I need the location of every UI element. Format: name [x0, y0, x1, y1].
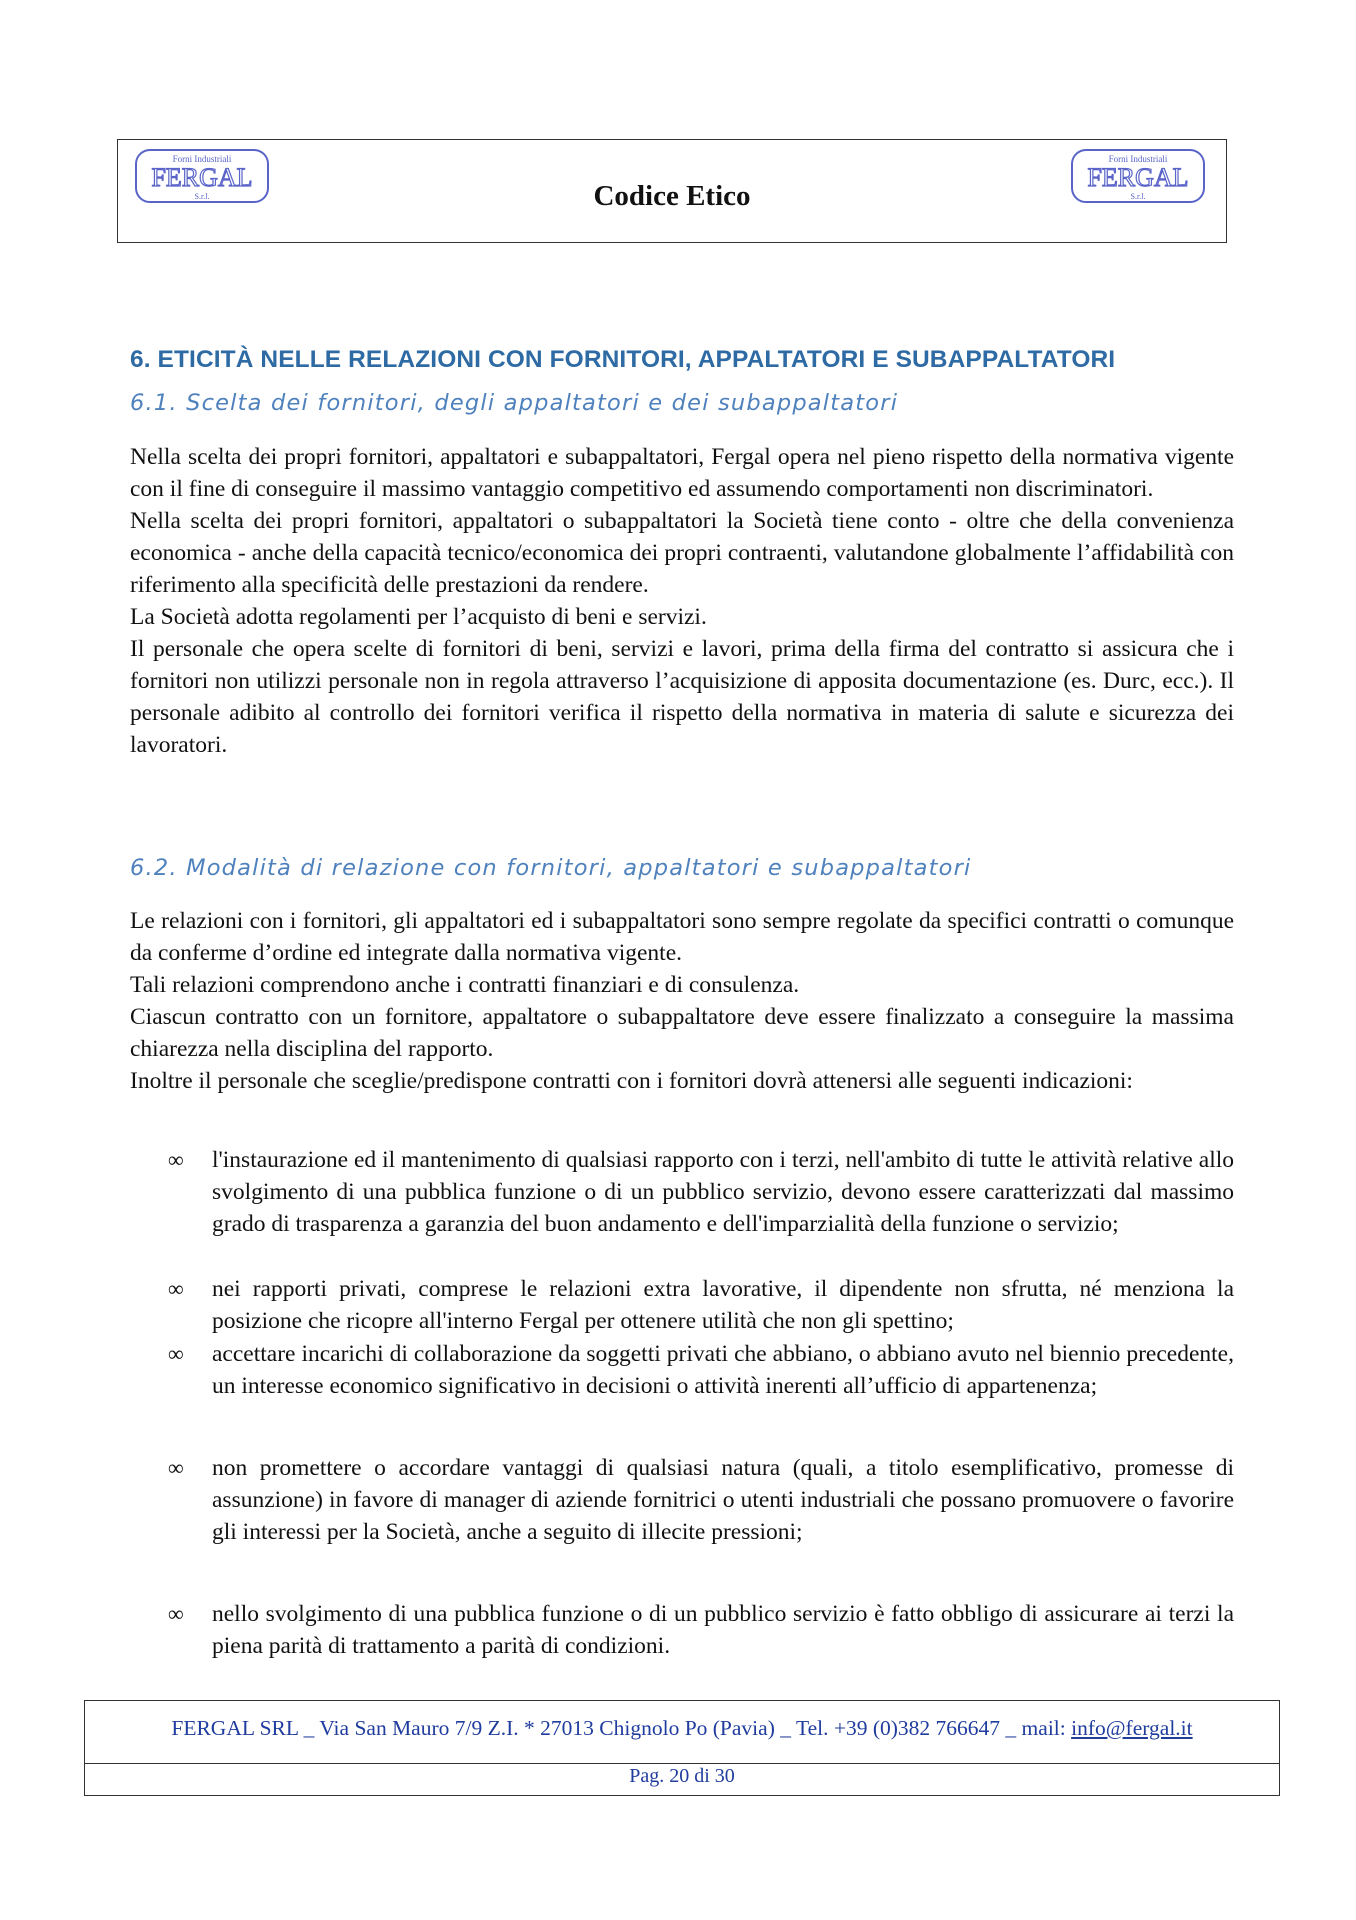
fergal-logo	[1070, 148, 1206, 204]
svg-text:S.r.l.: S.r.l.	[1130, 192, 1146, 201]
list-item-text: nello svolgimento di una pubblica funzione o di un pubblico servizio è fatto obbligo di assicurare ai terzi la piena parità di trattamento a parità di condizioni.	[212, 1601, 1234, 1659]
svg-text:Forni Industriali: Forni Industriali	[172, 154, 232, 164]
section-heading: 6. ETICITÀ NELLE RELAZIONI CON FORNITORI, APPALTATORI E SUBAPPALTATORI	[130, 346, 1116, 373]
subsection-heading-6-1: 6.1. Scelta dei fornitori, degli appaltatori e dei subappaltatori	[130, 390, 899, 416]
infinity-bullet-icon: ∞	[168, 1455, 184, 1480]
list-item	[130, 1338, 1234, 1402]
list-item-text: non promettere o accordare vantaggi di qualsiasi natura (quali, a titolo esemplificativo, promesse di assunzione) in favore di manager di aziende fornitrici o utenti industriali che possano promuovere o favorire gli interessi per la Società, anche a seguito di illecite pressioni;	[212, 1455, 1234, 1545]
paragraph: Nella scelta dei propri fornitori, appaltatori o subappaltatori la Società tiene conto - oltre che della convenienza economica - anche della capacità tecnico/economica dei propri contraenti, valutandone globalmente l’affidabilità con riferimento alla specificità delle prestazioni da rendere.	[130, 508, 1234, 598]
page-header	[117, 139, 1227, 243]
infinity-bullet-icon: ∞	[168, 1276, 184, 1301]
infinity-bullet-icon: ∞	[168, 1147, 184, 1172]
paragraph: Il personale che opera scelte di fornitori di beni, servizi e lavori, prima della firma del contratto si assicura che i fornitori non utilizzi personale non in regola attraverso l’acquisizione di apposita documentazione (es. Durc, ecc.). Il personale adibito al controllo dei fornitori verifica il rispetto della normativa in materia di salute e sicurezza dei lavoratori.	[130, 636, 1234, 758]
paragraph: Tali relazioni comprendono anche i contratti finanziari e di consulenza.	[130, 972, 800, 998]
footer-contact	[85, 1716, 1279, 1741]
page-footer	[84, 1700, 1280, 1796]
list-item-text: nei rapporti privati, comprese le relazioni extra lavorative, il dipendente non sfrutta, né menziona la posizione che ricopre all'interno Fergal per ottenere utilità che non gli spettino;	[212, 1276, 1234, 1334]
list-item-text: accettare incarichi di collaborazione da soggetti privati che abbiano, o abbiano avuto nel biennio precedente, un interesse economico significativo in decisioni o attività inerenti all’ufficio di appartenenza;	[212, 1341, 1234, 1399]
svg-text:FERGAL: FERGAL	[1087, 163, 1189, 192]
subsection-6-1-body	[130, 441, 1234, 761]
svg-text:FERGAL: FERGAL	[151, 163, 253, 192]
list-item	[130, 1598, 1234, 1662]
paragraph: Ciascun contratto con un fornitore, appaltatore o subappaltatore deve essere finalizzato a conseguire la massima chiarezza nella disciplina del rapporto.	[130, 1004, 1234, 1062]
svg-text:Forni Industriali: Forni Industriali	[1108, 154, 1168, 164]
page-number: Pag. 20 di 30	[629, 1765, 735, 1787]
email-link[interactable]: info@fergal.it	[1071, 1716, 1193, 1740]
footer-address: FERGAL SRL _ Via San Mauro 7/9 Z.I. * 27013 Chignolo Po (Pavia) _ Tel. +39 (0)382 766647 _ mail:	[171, 1716, 1072, 1740]
subsection-heading-6-2: 6.2. Modalità di relazione con fornitori, appaltatori e subappaltatori	[130, 855, 972, 881]
document-title: Codice Etico	[593, 180, 751, 212]
infinity-bullet-icon: ∞	[168, 1601, 184, 1626]
list-item-text: l'instaurazione ed il mantenimento di qualsiasi rapporto con i terzi, nell'ambito di tutte le attività relative allo svolgimento di una pubblica funzione o di un pubblico servizio, devono essere caratterizzati dal massimo grado di trasparenza a garanzia del buon andamento e dell'imparzialità della funzione o servizio;	[212, 1147, 1234, 1237]
paragraph: Nella scelta dei propri fornitori, appaltatori e subappaltatori, Fergal opera nel pieno rispetto della normativa vigente con il fine di conseguire il massimo vantaggio competitivo ed assumendo comportamenti non discriminatori.	[130, 444, 1234, 502]
svg-text:S.r.l.: S.r.l.	[194, 192, 210, 201]
list-item	[130, 1144, 1234, 1240]
footer-divider	[85, 1763, 1279, 1764]
paragraph: Le relazioni con i fornitori, gli appaltatori ed i subappaltatori sono sempre regolate da specifici contratti o comunque da conferme d’ordine ed integrate dalla normativa vigente.	[130, 908, 1234, 966]
paragraph: La Società adotta regolamenti per l’acquisto di beni e servizi.	[130, 604, 707, 630]
list-item	[130, 1452, 1234, 1548]
infinity-bullet-icon: ∞	[168, 1341, 184, 1366]
list-item	[130, 1273, 1234, 1337]
subsection-6-2-body	[130, 905, 1234, 1097]
paragraph: Inoltre il personale che sceglie/predispone contratti con i fornitori dovrà attenersi alle seguenti indicazioni:	[130, 1068, 1133, 1094]
